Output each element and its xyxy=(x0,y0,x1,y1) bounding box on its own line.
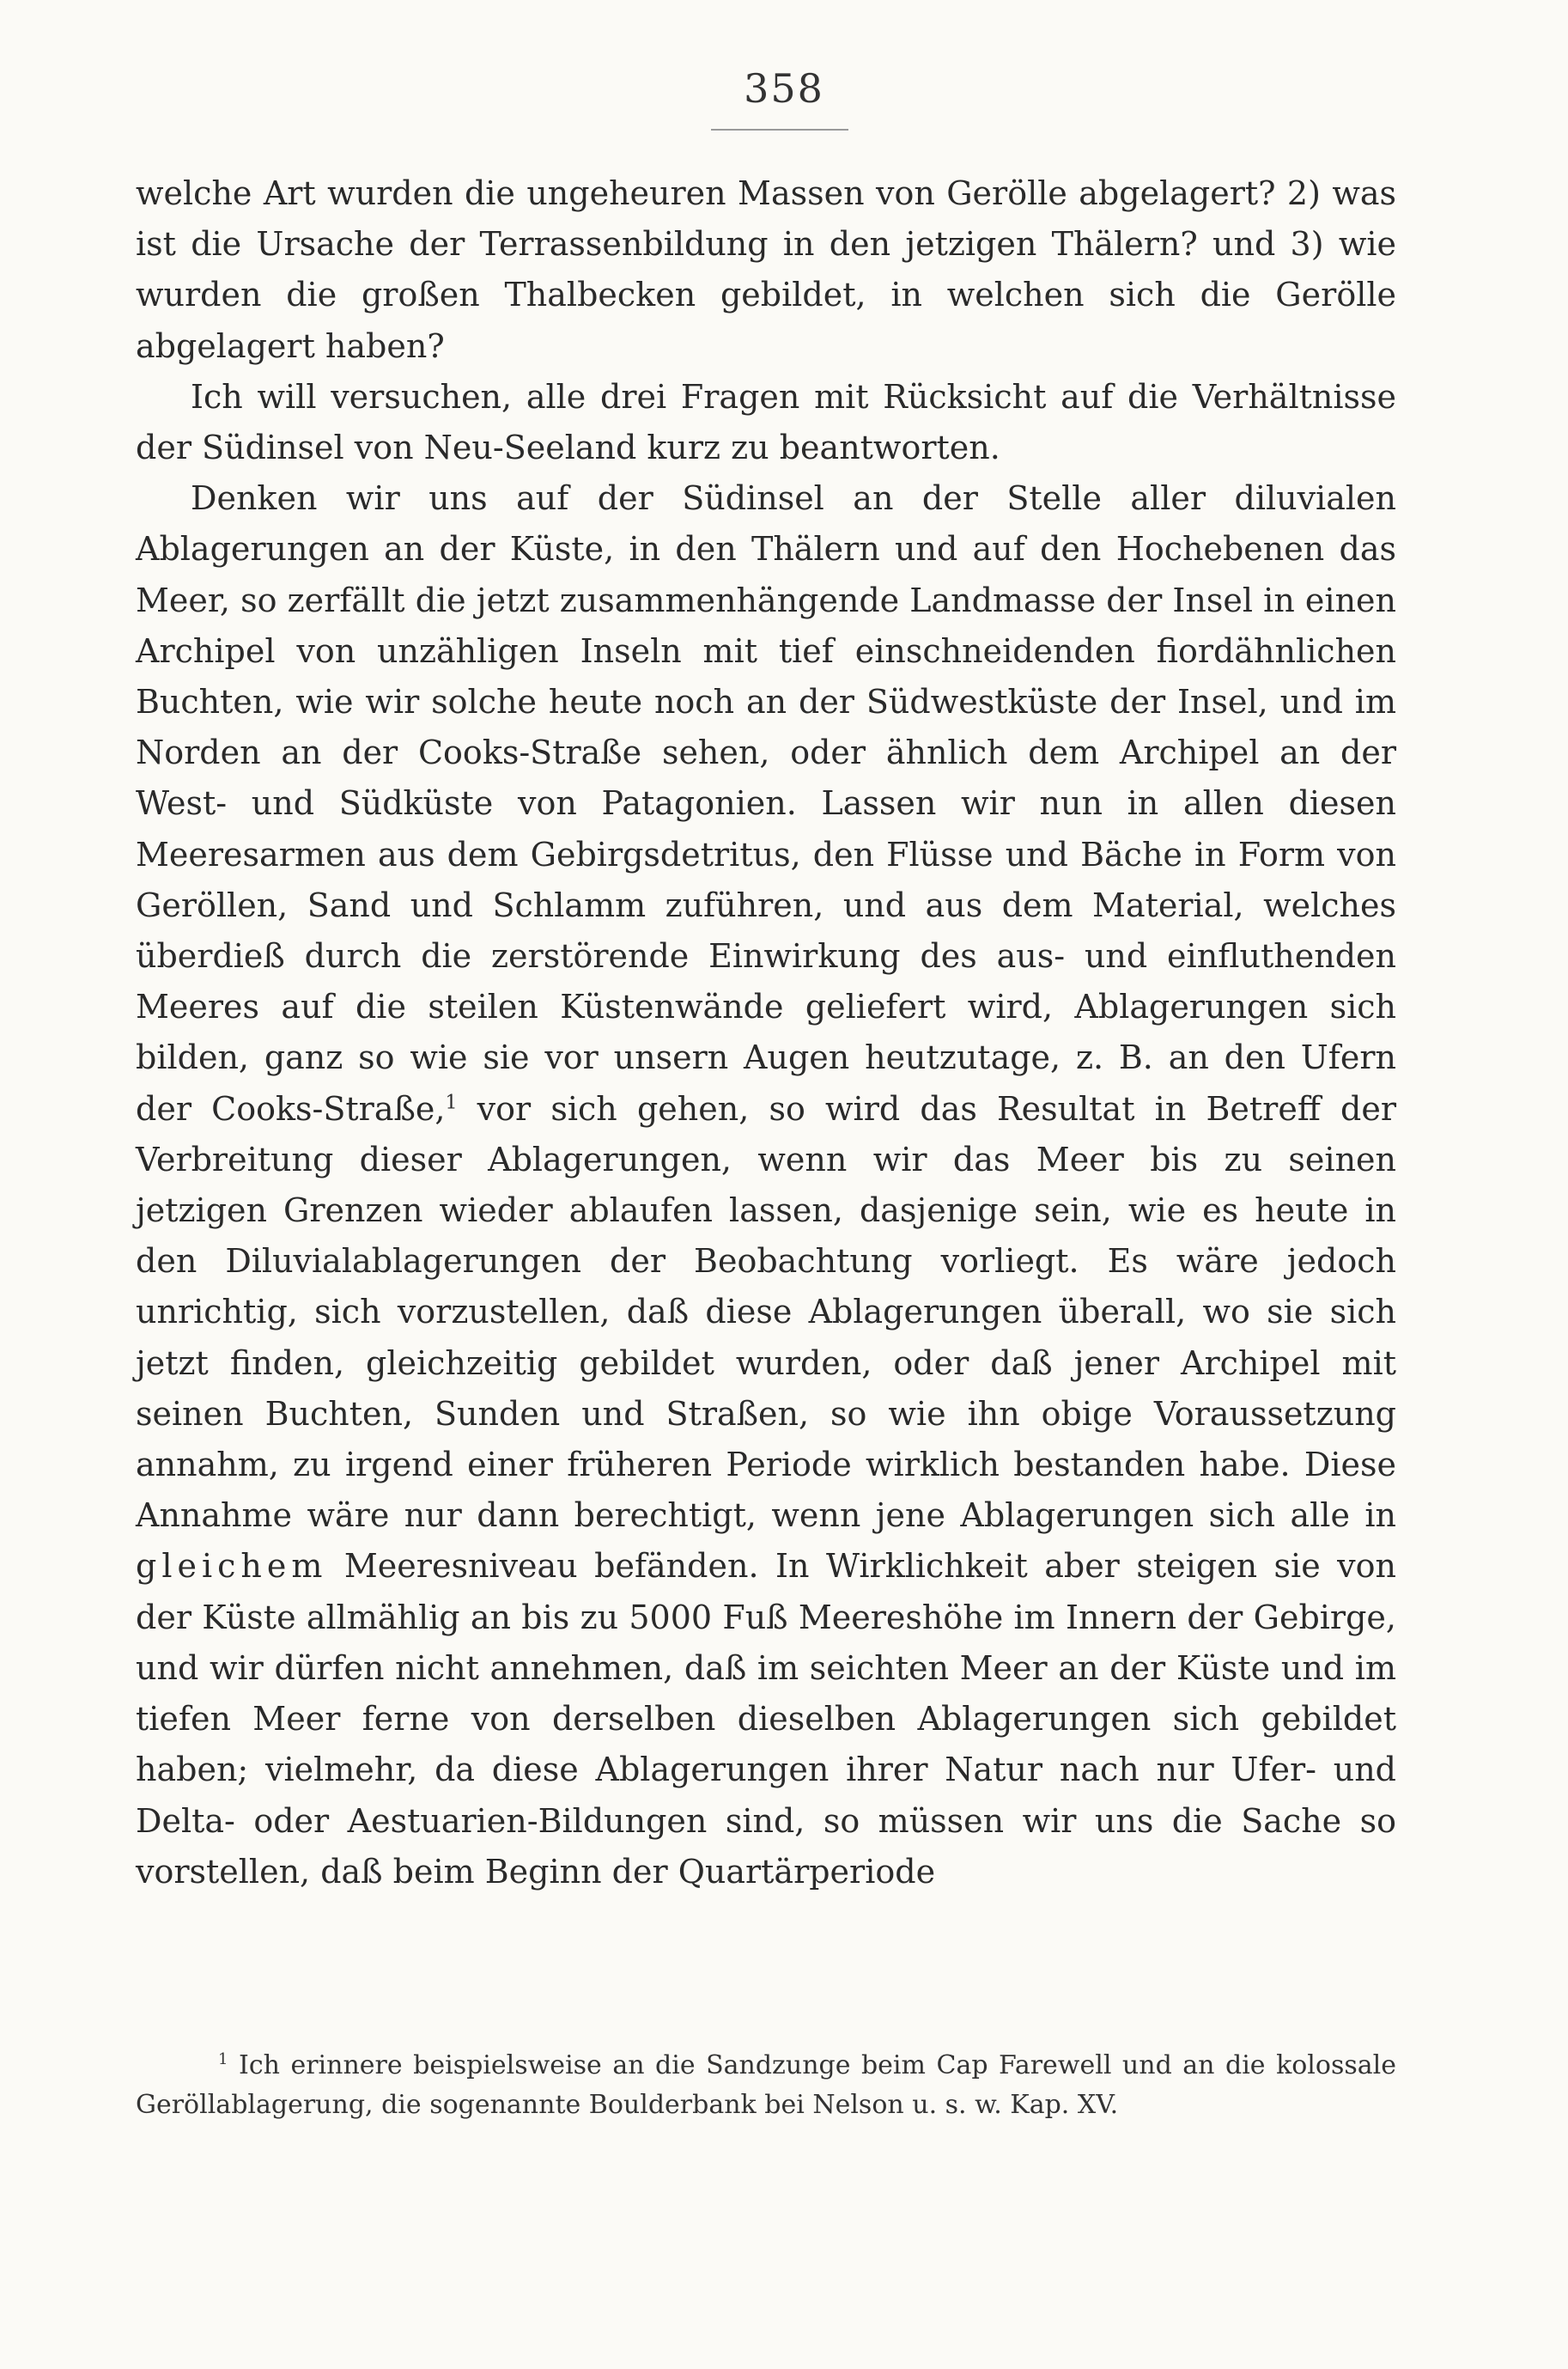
footnote xyxy=(136,2046,1396,2125)
footnote-mark: 1 xyxy=(218,2050,228,2068)
footnote-reference[interactable]: 1 xyxy=(445,1092,458,1113)
emphasized-word: gleichem xyxy=(136,1547,328,1586)
paragraph-intent: Ich will versuchen, alle drei Fragen mit Rücksicht auf die Verhältnisse der Südinsel von Neu-Seeland kurz zu beantworten. xyxy=(136,377,1396,467)
paragraph-archipelago-part2: vor sich gehen, so wird das Resultat in Betreff der Verbreitung dieser Ablagerungen, wenn wir das Meer bis zu seinen jetzigen Grenzen wieder ablaufen lassen, dasjenige sein, wie es heute in den Diluvialablagerungen der Beobachtung vorliegt. Es wäre jedoch unrichtig, sich vorzustellen, daß diese Ablagerungen überall, wo sie sich jetzt finden, gleichzeitig gebildet wurden, oder daß jener Archipel mit seinen Buchten, Sunden und Straßen, so wie ihn obige Voraussetzung annahm, zu irgend einer früheren Periode wirklich bestanden habe. Diese Annahme wäre nur dann berechtigt, wenn jene Ablagerungen sich alle in xyxy=(136,1089,1396,1535)
page-number-rule xyxy=(711,129,848,131)
page-number: 358 xyxy=(744,65,824,112)
footnote-text: Ich erinnere beispielsweise an die Sandzunge beim Cap Farewell und an die kolossale Geröllablagerung, die sogenannte Boulderbank bei Nelson u. s. w. Kap. XV. xyxy=(136,2050,1396,2120)
paragraph-archipelago xyxy=(136,473,1396,1897)
footnotes-section xyxy=(136,2046,1396,2125)
main-text xyxy=(136,168,1396,1897)
paragraph-archipelago-part1: Denken wir uns auf der Südinsel an der Stelle aller diluvialen Ablagerungen an der Küste, in den Thälern und auf den Hochebenen das Meer, so zerfällt die jetzt zusammenhängende Landmasse der Insel in einen Archipel von unzähligen Inseln mit tief einschneidenden fiordähnlichen Buchten, wie wir solche heute noch an der Südwestküste der Insel, und im Norden an der Cooks-Straße sehen, oder ähnlich dem Archipel an der West- und Südküste von Patagonien. Lassen wir nun in allen diesen Meeresarmen aus dem Gebirgsdetritus, den Flüsse und Bäche in Form von Geröllen, Sand und Schlamm zuführen, und aus dem Material, welches überdieß durch die zerstörende Einwirkung des aus- und einfluthenden Meeres auf die steilen Küstenwände geliefert wird, Ablagerungen sich bilden, ganz so wie sie vor unsern Augen heutzutage, z. B. an den Ufern der Cooks-Straße, xyxy=(136,479,1396,1128)
paragraph-archipelago-part3: Meeresniveau befänden. In Wirklichkeit aber steigen sie von der Küste allmählig an bis zu 5000 Fuß Meereshöhe im Innern der Gebirge, und wir dürfen nicht annehmen, daß im seichten Meer an der Küste und im tiefen Meer ferne von derselben dieselben Ablagerungen sich gebildet haben; vielmehr, da diese Ablagerungen ihrer Natur nach nur Ufer- und Delta- oder Aestuarien-Bildungen sind, so müssen wir uns die Sache so vorstellen, daß beim Beginn der Quartärperiode xyxy=(136,1547,1396,1891)
paragraph-continuation: welche Art wurden die ungeheuren Massen von Gerölle abgelagert? 2) was ist die Ursache der Terrassenbildung in den jetzigen Thälern? und 3) wie wurden die großen Thalbecken gebildet, in welchen sich die Gerölle abgelagert haben? xyxy=(136,174,1396,365)
